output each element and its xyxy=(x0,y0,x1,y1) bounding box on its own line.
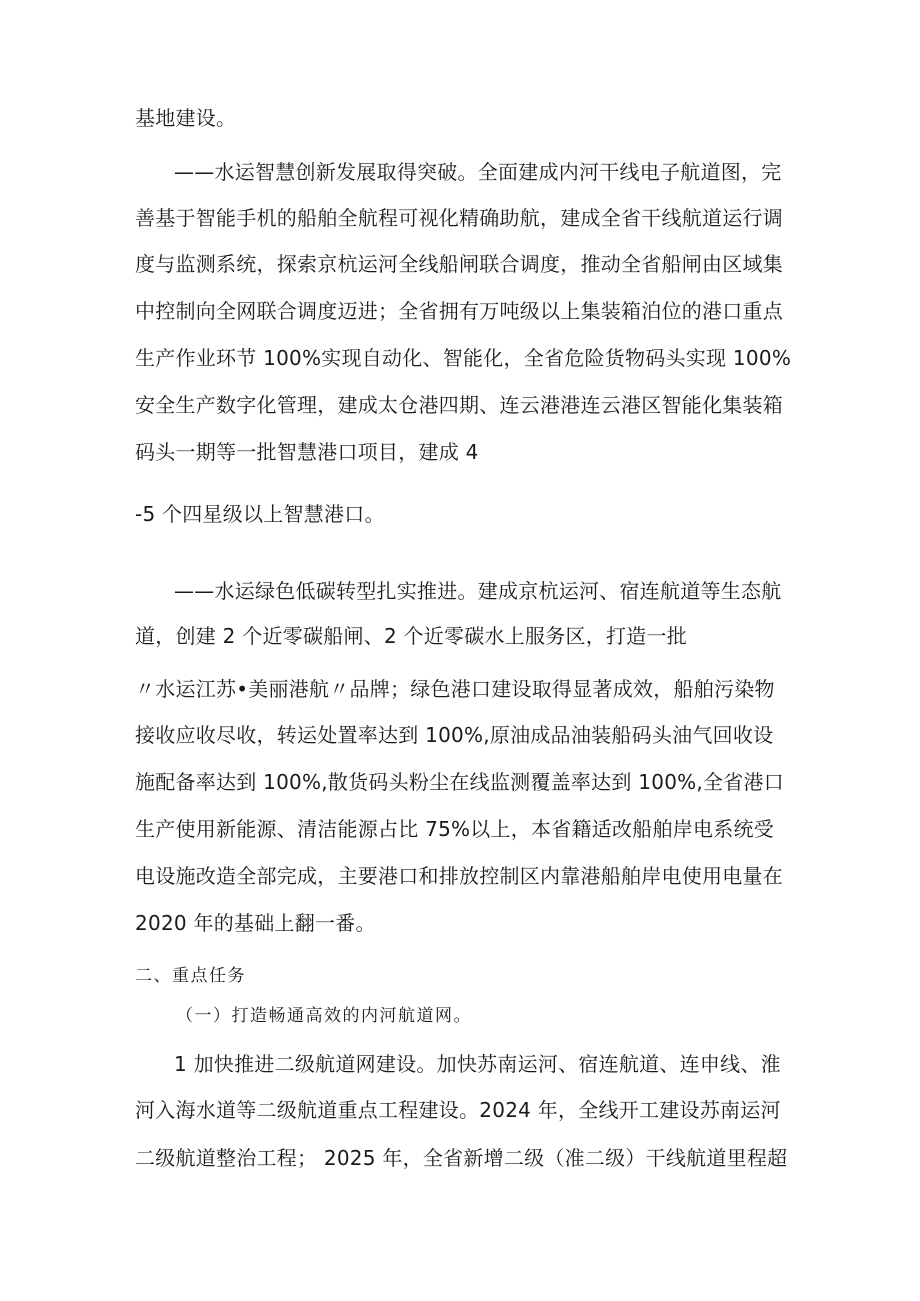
paragraph-line: 二级航道整治工程； 2025 年，全省新增二级（准二级）干线航道里程超 xyxy=(135,1146,788,1170)
paragraph-line: 〃水运江苏•美丽港航〃品牌；绿色港口建设取得显著成效，船舶污染物 xyxy=(135,677,775,701)
paragraph-line: 道，创建 2 个近零碳船闸、2 个近零碳水上服务区，打造一批 xyxy=(135,624,688,648)
paragraph-line: -5 个四星级以上智慧港口。 xyxy=(135,502,385,526)
paragraph-line: 生产作业环节 100%实现自动化、智能化，全省危险货物码头实现 100% xyxy=(135,346,792,370)
paragraph-line: 施配备率达到 100%,散货码头粉尘在线监测覆盖率达到 100%,全省港口 xyxy=(135,770,785,794)
paragraph-line: 善基于智能手机的船舶全航程可视化精确助航，建成全省干线航道运行调 xyxy=(135,206,783,230)
paragraph-line: 生产使用新能源、清洁能源占比 75%以上，本省籍适改船舶岸电系统受 xyxy=(135,817,775,841)
paragraph-line: 接收应收尽收，转运处置率达到 100%,原油成品油装船码头油气回收设 xyxy=(135,723,774,747)
paragraph-line: 2020 年的基础上翻一番。 xyxy=(135,911,376,935)
paragraph-line: ——水运绿色低碳转型扎实推进。建成京杭运河、宿连航道等生态航 xyxy=(174,579,782,603)
paragraph-line: 电设施改造全部完成，主要港口和排放控制区内靠港船舶岸电使用电量在 xyxy=(135,864,783,888)
paragraph-line: ——水运智慧创新发展取得突破。全面建成内河干线电子航道图，完 xyxy=(174,160,782,184)
paragraph-line: 基地建设。 xyxy=(135,106,237,130)
paragraph-line: 度与监测系统，探索京杭运河全线船闸联合调度，推动全省船闸由区域集 xyxy=(135,252,783,276)
paragraph-line: 中控制向全网联合调度迈进；全省拥有万吨级以上集装箱泊位的港口重点 xyxy=(135,299,783,323)
paragraph-line: 安全生产数字化管理，建成太仓港四期、连云港港连云港区智能化集装箱 xyxy=(135,393,783,417)
section-heading: 二、重点任务 xyxy=(135,966,246,986)
subsection-heading: （一）打造畅通高效的内河航道网。 xyxy=(176,1006,472,1026)
paragraph-line: 1 加快推进二级航道网建设。加快苏南运河、宿连航道、连申线、淮 xyxy=(174,1052,781,1076)
paragraph-line: 码头一期等一批智慧港口项目，建成 4 xyxy=(135,440,479,464)
paragraph-line: 河入海水道等二级航道重点工程建设。2024 年，全线开工建设苏南运河 xyxy=(135,1098,781,1122)
